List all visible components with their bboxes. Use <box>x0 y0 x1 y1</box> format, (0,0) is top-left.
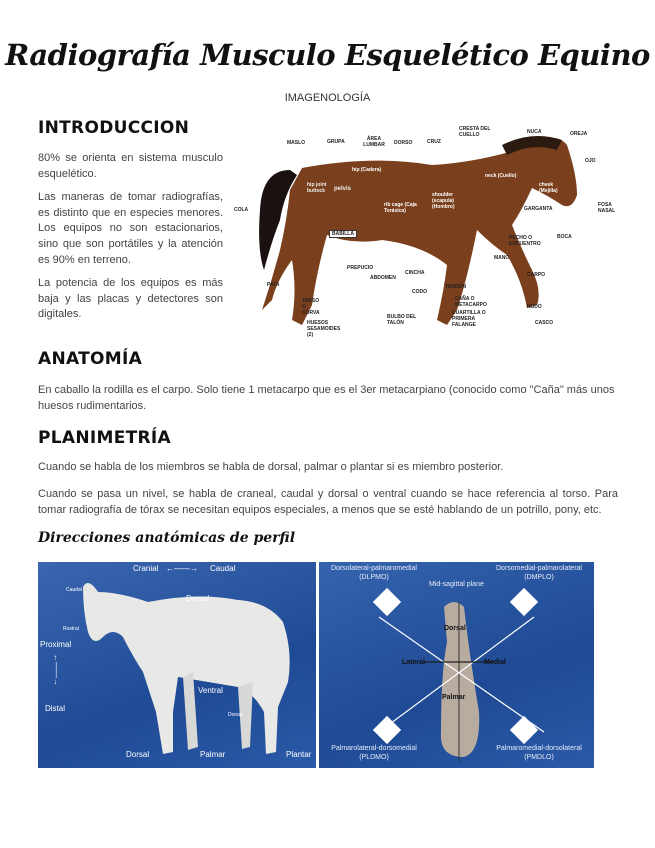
label-palmar: Palmar <box>442 694 466 701</box>
horse-label: CUARTILLA O PRIMERA FALANGE <box>452 310 486 328</box>
pldmo-abbr: (PLDMO) <box>359 754 389 761</box>
horse-label: OREJA <box>570 131 588 137</box>
intro-paragraph: 80% se orienta en sistema musculo esquelético. <box>38 152 223 180</box>
intro-paragraph: La potencia de los equipos es más baja y las placas y detectores son digitales. <box>38 277 223 321</box>
horse-label: hip (Cadera) <box>352 167 382 173</box>
horse-label: CAÑA O METACARPO <box>455 296 487 308</box>
label-distal: Distal <box>45 704 66 713</box>
horse-label: PECHO O ENCUENTRO <box>509 235 541 247</box>
directions-figure-left <box>38 562 316 768</box>
horse-label: hip joint buttock <box>307 182 327 194</box>
horse-label: pelvis <box>334 186 352 192</box>
anatomy-text: En caballo la rodilla es el carpo. Solo tiene 1 metacarpo que es el 3er metacarpiano (conocido como "Caña" más unos huesos rudimentarios. <box>38 384 615 412</box>
label-dorsal-small: Dorsal <box>228 712 243 718</box>
arrow-double-icon: ←——→ <box>166 564 198 573</box>
horse-label: NUCA <box>527 129 542 135</box>
label-rostral: Rostral <box>63 626 79 632</box>
planimetry-paragraph: Cuando se habla de los miembros se habla de dorsal, palmar o plantar si es miembro posterior. <box>38 461 504 473</box>
horse-label: rib cage (Caja Toráxica) <box>384 202 417 214</box>
horse-label: MANO <box>494 255 510 261</box>
horse-label: NUDO <box>527 304 542 310</box>
horse-label: CINCHA <box>405 270 425 276</box>
horse-label: BABILLA <box>329 230 357 238</box>
hoof-projection-diagram <box>319 562 594 768</box>
label-dorsal: Dorsal <box>444 625 466 632</box>
planimetry-paragraph: Cuando se pasa un nivel, se habla de craneal, caudal y dorsal o ventral cuando se hace referencia al torso. Para tomar radiografía de tórax se necesitan equipos especiales, a menos que se esté hablando de un potrillo, pony, etc. <box>38 488 618 516</box>
horse-label: cheek (Mejilla) <box>539 182 558 194</box>
horse-label: neck (Cuello) <box>485 173 517 179</box>
label-cranial: Cranial <box>133 564 159 573</box>
label-palmar: Palmar <box>200 750 226 759</box>
intro-heading: INTRODUCCION <box>38 118 190 138</box>
pldmo-text: Palmarolateral-dorsomedial <box>331 745 417 752</box>
directions-figure-right <box>319 562 594 768</box>
page-title: Radiografía Musculo Esquelético Equino <box>5 38 650 72</box>
horse-label: TENDÓN <box>445 284 467 290</box>
horse-label: shoulder (scapula) (Hombro) <box>432 192 455 210</box>
label-mid-sagittal: Mid-sagittal plane <box>429 581 484 588</box>
label-lateral: Lateral <box>402 659 425 666</box>
arrow-vertical-icon: ←——→ <box>52 654 61 686</box>
label-pldmo <box>319 744 429 762</box>
label-plantar: Plantar <box>286 750 312 759</box>
intro-paragraph: Las maneras de tomar radiografías, es distinto que en especies menores. Los equipos no son estacionarios, sino que son portátiles y la atención es 90% en terreno. <box>38 191 223 266</box>
horse-label: BULBO DEL TALÓN <box>387 314 417 326</box>
horse-label: PATA <box>267 282 280 288</box>
pmdlo-abbr: (PMDLO) <box>524 754 554 761</box>
horse-label: DORSO <box>394 140 413 146</box>
label-pmdlo <box>484 744 594 762</box>
horse-illustration <box>232 120 622 340</box>
horse-label: COLA <box>234 207 249 213</box>
horse-label: OJO <box>585 158 596 164</box>
subtitle: IMAGENOLOGÍA <box>284 92 371 104</box>
directions-heading: Direcciones anatómicas de perfil <box>38 530 296 546</box>
horse-label: FOSA NASAL <box>598 202 616 214</box>
horse-label: CASCO <box>535 320 554 326</box>
horse-anatomy-figure <box>232 120 622 340</box>
label-ventral: Ventral <box>198 686 223 695</box>
horse-label: CRUZ <box>427 139 441 145</box>
horse-label: TARSO O CORVA <box>302 298 320 316</box>
label-dorsal: Dorsal <box>186 594 210 603</box>
horse-label: CODO <box>412 289 427 295</box>
anatomy-heading: ANATOMÍA <box>38 349 143 369</box>
dmplo-text: Dorsomedial-palmarolateral <box>496 565 582 572</box>
label-proximal: Proximal <box>40 640 72 649</box>
horse-label: GRUPA <box>327 139 345 145</box>
label-medial: Medial <box>484 659 506 666</box>
horse-label: CARPO <box>527 272 546 278</box>
dlpmo-text: Dorsolateral-palmaromedial <box>331 565 417 572</box>
pmdlo-text: Palmaromedial-dorsolateral <box>496 745 582 752</box>
label-caudal: Caudal <box>210 564 236 573</box>
horse-label: CRESTA DEL CUELLO <box>459 126 491 138</box>
intro-text <box>38 151 223 323</box>
label-caudal-small: Caudal <box>66 587 82 593</box>
horse-label: GARGANTA <box>524 206 553 212</box>
label-dlpmo <box>319 564 429 582</box>
horse-label: PREPUCIO <box>347 265 374 271</box>
label-dorsal-leg: Dorsal <box>126 750 150 759</box>
dmplo-abbr: (DMPLO) <box>524 574 554 581</box>
horse-label: BOCA <box>557 234 572 240</box>
horse-label: ABDOMEN <box>370 275 396 281</box>
horse-label: ÁREA LUMBAR <box>363 136 385 148</box>
dlpmo-abbr: (DLPMO) <box>359 574 389 581</box>
horse-label: HUESOS SESAMOIDES (2) <box>307 320 341 338</box>
label-dmplo <box>484 564 594 582</box>
horse-label: MASLO <box>287 140 306 146</box>
planimetry-heading: PLANIMETRÍA <box>38 428 171 448</box>
